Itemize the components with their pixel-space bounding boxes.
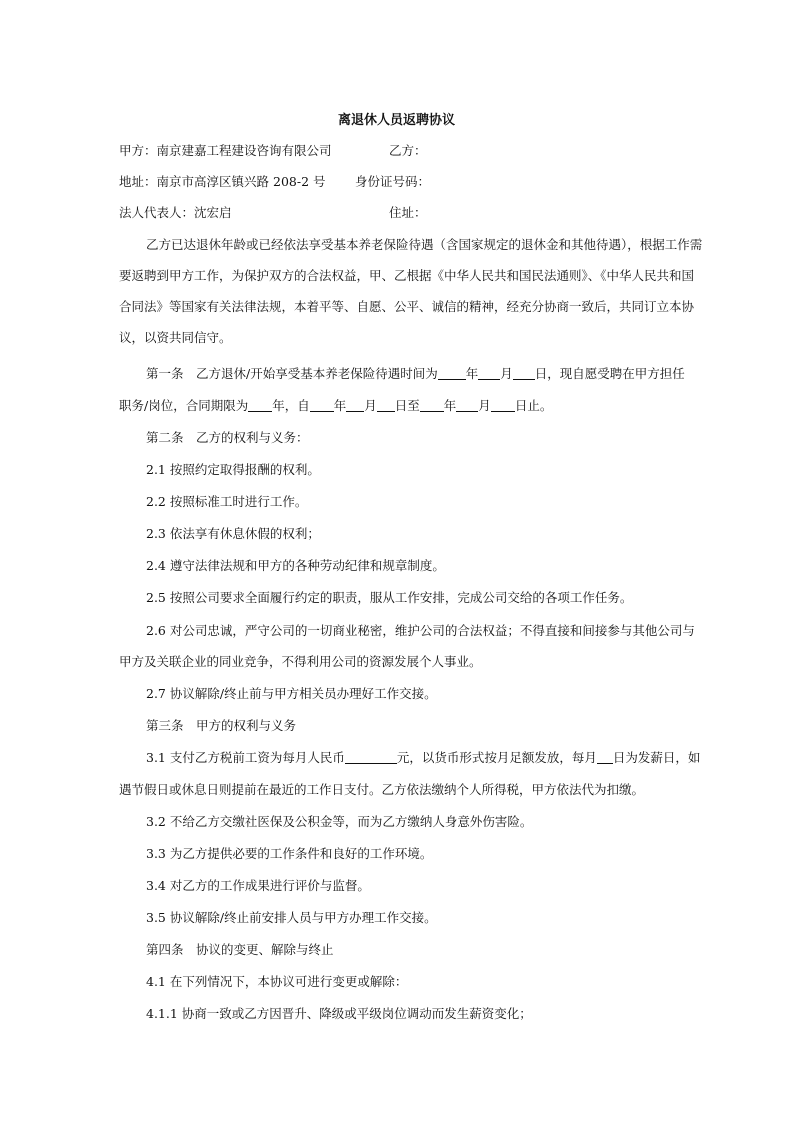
address-value: 南京市高淳区镇兴路 208-2 号 (156, 174, 326, 189)
id-number-label: 身份证号码： (355, 174, 431, 189)
clause-2-6-cont: 甲方及关联企业的同业竞争，不得利用公司的资源发展个人事业。 (119, 654, 482, 669)
art1-text: 职务/岗位，合同期限为 (119, 398, 249, 413)
art1-text: 日至 (394, 398, 420, 413)
clause-2-3: 2.3 依法享有休息休假的权利； (146, 526, 320, 541)
article-3-heading: 第三条 甲方的权利与义务 (146, 718, 297, 733)
clause-3-1-text: 日为发薪日，如 (612, 750, 701, 765)
blank-field (346, 399, 364, 412)
clause-3-5: 3.5 协议解除/终止前安排人员与甲方办理工作交接。 (146, 910, 437, 925)
address-label: 地址： (119, 174, 157, 189)
party-a-label: 甲方： (119, 143, 157, 158)
art1-text: ，现自愿受聘在甲方担任 (547, 366, 685, 381)
clause-2-6: 2.6 对公司忠诚，严守公司的一切商业秘密，维护公司的合法权益；不得直接和间接参与其他公司与 (146, 623, 695, 638)
blank-field (248, 399, 272, 412)
document-title: 离退休人员返聘协议 (337, 113, 455, 128)
clause-3-2: 3.2 不给乙方交缴社医保及公积金等，而为乙方缴纳人身意外伤害险。 (146, 814, 533, 829)
art1-text: 月 (478, 398, 491, 413)
clause-3-3: 3.3 为乙方提供必要的工作条件和良好的工作环境。 (146, 846, 433, 861)
blank-field (491, 399, 515, 412)
art1-text: 日 (534, 366, 548, 381)
blank-field (310, 399, 334, 412)
preamble-line: 合同法》等国家有关法律法规，本着平等、自愿、公平、诚信的精神，经充分协商一致后，共同订立本协 (119, 299, 695, 314)
clause-4-1-1: 4.1.1 协商一致或乙方因晋升、降级或平级岗位调动而发生薪资变化； (146, 1006, 532, 1021)
article-4-heading: 第四条 协议的变更、解除与终止 (146, 942, 334, 957)
preamble-line: 乙方已达退休年龄或已经依法享受基本养老保险待遇（含国家规定的退休金和其他待遇），根据工作需 (146, 237, 703, 252)
clause-3-1-text: 3.1 支付乙方税前工资为每月人民币 (146, 750, 345, 765)
clause-4-1: 4.1 在下列情况下，本协议可进行变更或解除： (146, 974, 408, 989)
clause-3-4: 3.4 对乙方的工作成果进行评价与监督。 (146, 878, 370, 893)
blank-field (478, 367, 500, 380)
legal-rep-label: 法人代表人： (119, 205, 195, 220)
blank-field (513, 367, 535, 380)
party-a-value: 南京建嘉工程建设咨询有限公司 (156, 143, 332, 158)
preamble-line: 议，以资共同信守。 (119, 330, 232, 345)
art1-text: 月 (364, 398, 377, 413)
clause-3-1-text: 元，以货币形式按月足额发放，每月 (396, 750, 597, 765)
clause-2-1: 2.1 按照约定取得报酬的权利。 (146, 462, 320, 477)
clause-3-1-cont: 遇节假日或休息日则提前在最近的工作日支付。乙方依法缴纳个人所得税，甲方依法代为扣缴。 (119, 782, 645, 797)
blank-field (438, 367, 466, 380)
blank-field (345, 751, 397, 764)
preamble-line: 要返聘到甲方工作，为保护双方的合法权益，甲、乙根据《中华人民共和国民法通则》、《中华人民共和国 (119, 268, 695, 283)
article-1-line-2 (119, 398, 679, 414)
blank-field (420, 399, 444, 412)
art1-text: 年，自 (272, 398, 310, 413)
art1-text: 年 (465, 366, 479, 381)
party-b-label: 乙方： (389, 143, 427, 158)
clause-2-5: 2.5 按照公司要求全面履行约定的职责，服从工作安排，完成公司交给的各项工作任务。 (146, 590, 633, 605)
art1-text: 第一条 乙方退休/开始享受基本养老保险待遇时间为 (146, 366, 438, 381)
residence-label: 住址： (389, 205, 427, 220)
blank-field (597, 751, 613, 764)
article-2-heading: 第二条 乙方的权利与义务： (146, 430, 309, 445)
art1-text: 年 (333, 398, 347, 413)
art1-text: 月 (500, 366, 513, 381)
art1-text: 日止。 (514, 398, 553, 413)
clause-2-2: 2.2 按照标准工时进行工作。 (146, 494, 308, 509)
legal-rep-value: 沈宏启 (194, 205, 232, 220)
article-1-line-1 (146, 366, 685, 382)
blank-field (377, 399, 395, 412)
art1-text: 年 (443, 398, 457, 413)
clause-3-1 (146, 750, 701, 766)
clause-2-4: 2.4 遵守法律法规和甲方的各种劳动纪律和规章制度。 (146, 558, 445, 573)
blank-field (456, 399, 478, 412)
clause-2-7: 2.7 协议解除/终止前与甲方相关员办理好工作交接。 (146, 686, 437, 701)
